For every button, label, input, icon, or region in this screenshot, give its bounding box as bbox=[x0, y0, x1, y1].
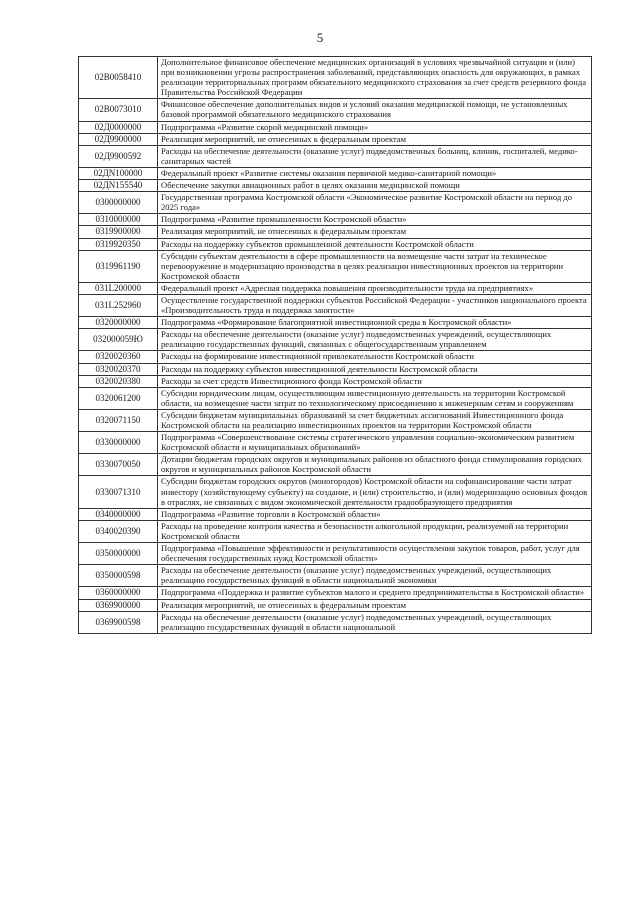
row-code-cell: 0320000000 bbox=[79, 317, 158, 329]
row-code-cell: 0320020380 bbox=[79, 375, 158, 387]
row-code-cell: 0320020370 bbox=[79, 363, 158, 375]
row-code-cell: 02ДN155540 bbox=[79, 180, 158, 192]
row-code-cell: 0360000000 bbox=[79, 587, 158, 599]
row-code-cell: 02Д9900592 bbox=[79, 145, 158, 167]
table-row bbox=[79, 192, 592, 214]
table-row bbox=[79, 599, 592, 611]
table-row bbox=[79, 133, 592, 145]
table-row bbox=[79, 508, 592, 520]
row-description-cell: Расходы на проведение контроля качества и безопасности алкогольной продукции, реализуемой на территории Костромской области bbox=[158, 520, 592, 542]
row-description-cell: Расходы на обеспечение деятельности (оказание услуг) подведомственных учреждений, осуществляющих реализацию государственных функций, связанных с общегосударственным управлением bbox=[158, 329, 592, 351]
table-row bbox=[79, 387, 592, 409]
table-row bbox=[79, 375, 592, 387]
row-description-cell: Реализация мероприятий, не отнесенных к федеральным проектам bbox=[158, 226, 592, 238]
table-row bbox=[79, 565, 592, 587]
table-row bbox=[79, 145, 592, 167]
table-row bbox=[79, 99, 592, 121]
row-description-cell: Подпрограмма «Поддержка и развитие субъектов малого и среднего предпринимательства в Костромской области» bbox=[158, 587, 592, 599]
row-code-cell: 0319900000 bbox=[79, 226, 158, 238]
row-description-cell: Субсидии субъектам деятельности в сфере промышленности на возмещение части затрат на техническое перевооружение и модернизацию производства в целях реализации инвестиционных проектов на территории Костромской области bbox=[158, 250, 592, 282]
row-code-cell: 0319920350 bbox=[79, 238, 158, 250]
table-row bbox=[79, 294, 592, 316]
table-row bbox=[79, 250, 592, 282]
row-code-cell: 0340000000 bbox=[79, 508, 158, 520]
table-row bbox=[79, 587, 592, 599]
table-row bbox=[79, 329, 592, 351]
row-code-cell: 0350000000 bbox=[79, 543, 158, 565]
row-code-cell: 0320071150 bbox=[79, 409, 158, 431]
table-row bbox=[79, 520, 592, 542]
row-description-cell: Государственная программа Костромской области «Экономическое развитие Костромской области на период до 2025 года» bbox=[158, 192, 592, 214]
row-code-cell: 0310000000 bbox=[79, 214, 158, 226]
row-code-cell: 032000059Ю bbox=[79, 329, 158, 351]
row-description-cell: Подпрограмма «Формирование благоприятной инвестиционной среды в Костромской области» bbox=[158, 317, 592, 329]
table-row bbox=[79, 351, 592, 363]
row-code-cell: 02В0073010 bbox=[79, 99, 158, 121]
table-row bbox=[79, 543, 592, 565]
table-row bbox=[79, 214, 592, 226]
row-code-cell: 0320061200 bbox=[79, 387, 158, 409]
budget-classification-table bbox=[78, 56, 592, 634]
row-code-cell: 02ДN100000 bbox=[79, 167, 158, 179]
row-code-cell: 0369900000 bbox=[79, 599, 158, 611]
row-description-cell: Осуществление государственной поддержки субъектов Российской Федерации - участников национального проекта «Производительность труда и поддержка занятости» bbox=[158, 294, 592, 316]
table-row bbox=[79, 611, 592, 633]
row-code-cell: 0369900598 bbox=[79, 611, 158, 633]
row-description-cell: Федеральный проект «Развитие системы оказания первичной медико-санитарной помощи» bbox=[158, 167, 592, 179]
row-code-cell: 031L200000 bbox=[79, 282, 158, 294]
row-description-cell: Дотации бюджетам городских округов и муниципальных районов из областного фонда стимулирования городских округов и муниципальных районов Костромской области bbox=[158, 454, 592, 476]
row-code-cell: 0330000000 bbox=[79, 432, 158, 454]
table-row bbox=[79, 454, 592, 476]
row-code-cell: 0300000000 bbox=[79, 192, 158, 214]
row-description-cell: Реализация мероприятий, не отнесенных к федеральным проектам bbox=[158, 133, 592, 145]
table-body bbox=[79, 57, 592, 634]
row-description-cell: Обеспечение закупки авиационных работ в целях оказания медицинской помощи bbox=[158, 180, 592, 192]
table-row bbox=[79, 476, 592, 508]
table-row bbox=[79, 121, 592, 133]
table-row bbox=[79, 432, 592, 454]
table-row bbox=[79, 238, 592, 250]
row-description-cell: Расходы на формирование инвестиционной привлекательности Костромской области bbox=[158, 351, 592, 363]
row-code-cell: 02Д9900000 bbox=[79, 133, 158, 145]
table-row bbox=[79, 180, 592, 192]
table-row bbox=[79, 167, 592, 179]
row-code-cell: 031L252960 bbox=[79, 294, 158, 316]
row-description-cell: Субсидии юридическим лицам, осуществляющим инвестиционную деятельность на территории Костромской области, на возмещение части затрат по технологическому присоединению к инженерным сетям и сооружениям bbox=[158, 387, 592, 409]
row-code-cell: 02Д0000000 bbox=[79, 121, 158, 133]
row-description-cell: Расходы на поддержку субъектов промышленной деятельности Костромской области bbox=[158, 238, 592, 250]
table-row bbox=[79, 282, 592, 294]
row-description-cell: Субсидии бюджетам городских округов (моногородов) Костромской области на софинансирование части затрат инвестору (хозяйствующему субъекту) на создание, и (или) строительство, и (или) модернизацию основных фондов в отраслях, не связанных с видом экономической деятельности градообразующего предприятия bbox=[158, 476, 592, 508]
row-code-cell: 02В0058410 bbox=[79, 57, 158, 99]
row-code-cell: 0319961190 bbox=[79, 250, 158, 282]
table-row bbox=[79, 317, 592, 329]
table-row bbox=[79, 226, 592, 238]
row-description-cell: Субсидии бюджетам муниципальных образований за счет бюджетных ассигнований Инвестиционного фонда Костромской области на реализацию инвестиционных проектов на территории Костромской области bbox=[158, 409, 592, 431]
row-code-cell: 0340020390 bbox=[79, 520, 158, 542]
row-description-cell: Расходы на поддержку субъектов инвестиционной деятельности Костромской области bbox=[158, 363, 592, 375]
table-row bbox=[79, 57, 592, 99]
row-description-cell: Подпрограмма «Повышение эффективности и результативности осуществления закупок товаров, работ, услуг для обеспечения государственных нужд Костромской области» bbox=[158, 543, 592, 565]
row-code-cell: 0320020360 bbox=[79, 351, 158, 363]
row-description-cell: Расходы на обеспечение деятельности (оказание услуг) подведомственных учреждений, осуществляющих реализацию государственных функций в области национальной экономики bbox=[158, 565, 592, 587]
table-row bbox=[79, 363, 592, 375]
row-description-cell: Подпрограмма «Развитие промышленности Костромской области» bbox=[158, 214, 592, 226]
row-description-cell: Подпрограмма «Совершенствование системы стратегического управления социально-экономическим развитием Костромской области и муниципальных образований» bbox=[158, 432, 592, 454]
row-description-cell: Реализация мероприятий, не отнесенных к федеральным проектам bbox=[158, 599, 592, 611]
row-description-cell: Расходы за счет средств Инвестиционного фонда Костромской области bbox=[158, 375, 592, 387]
row-description-cell: Дополнительное финансовое обеспечение медицинских организаций в условиях чрезвычайной ситуации и (или) при возникновении угрозы распространения заболеваний, представляющих опасность для окружающих, в рамках реализации территориальных программ обязательного медицинского страхования за счет средств резервного фонда Правительства Российской Федерации bbox=[158, 57, 592, 99]
row-description-cell: Расходы на обеспечение деятельности (оказание услуг) подведомственных учреждений, осуществляющих реализацию государственных функций в области национальной bbox=[158, 611, 592, 633]
row-code-cell: 0330071310 bbox=[79, 476, 158, 508]
page-number: 5 bbox=[316, 30, 324, 45]
row-code-cell: 0350000598 bbox=[79, 565, 158, 587]
table-row bbox=[79, 409, 592, 431]
row-description-cell: Расходы на обеспечение деятельности (оказание услуг) подведомственных больниц, клиник, госпиталей, медико-санитарных частей bbox=[158, 145, 592, 167]
row-description-cell: Федеральный проект «Адресная поддержка повышения производительности труда на предприятиях» bbox=[158, 282, 592, 294]
row-description-cell: Подпрограмма «Развитие торговли в Костромской области» bbox=[158, 508, 592, 520]
row-code-cell: 0330070050 bbox=[79, 454, 158, 476]
row-description-cell: Финансовое обеспечение дополнительных видов и условий оказания медицинской помощи, не установленных базовой программой обязательного медицинского страхования bbox=[158, 99, 592, 121]
row-description-cell: Подпрограмма «Развитие скорой медицинской помощи» bbox=[158, 121, 592, 133]
